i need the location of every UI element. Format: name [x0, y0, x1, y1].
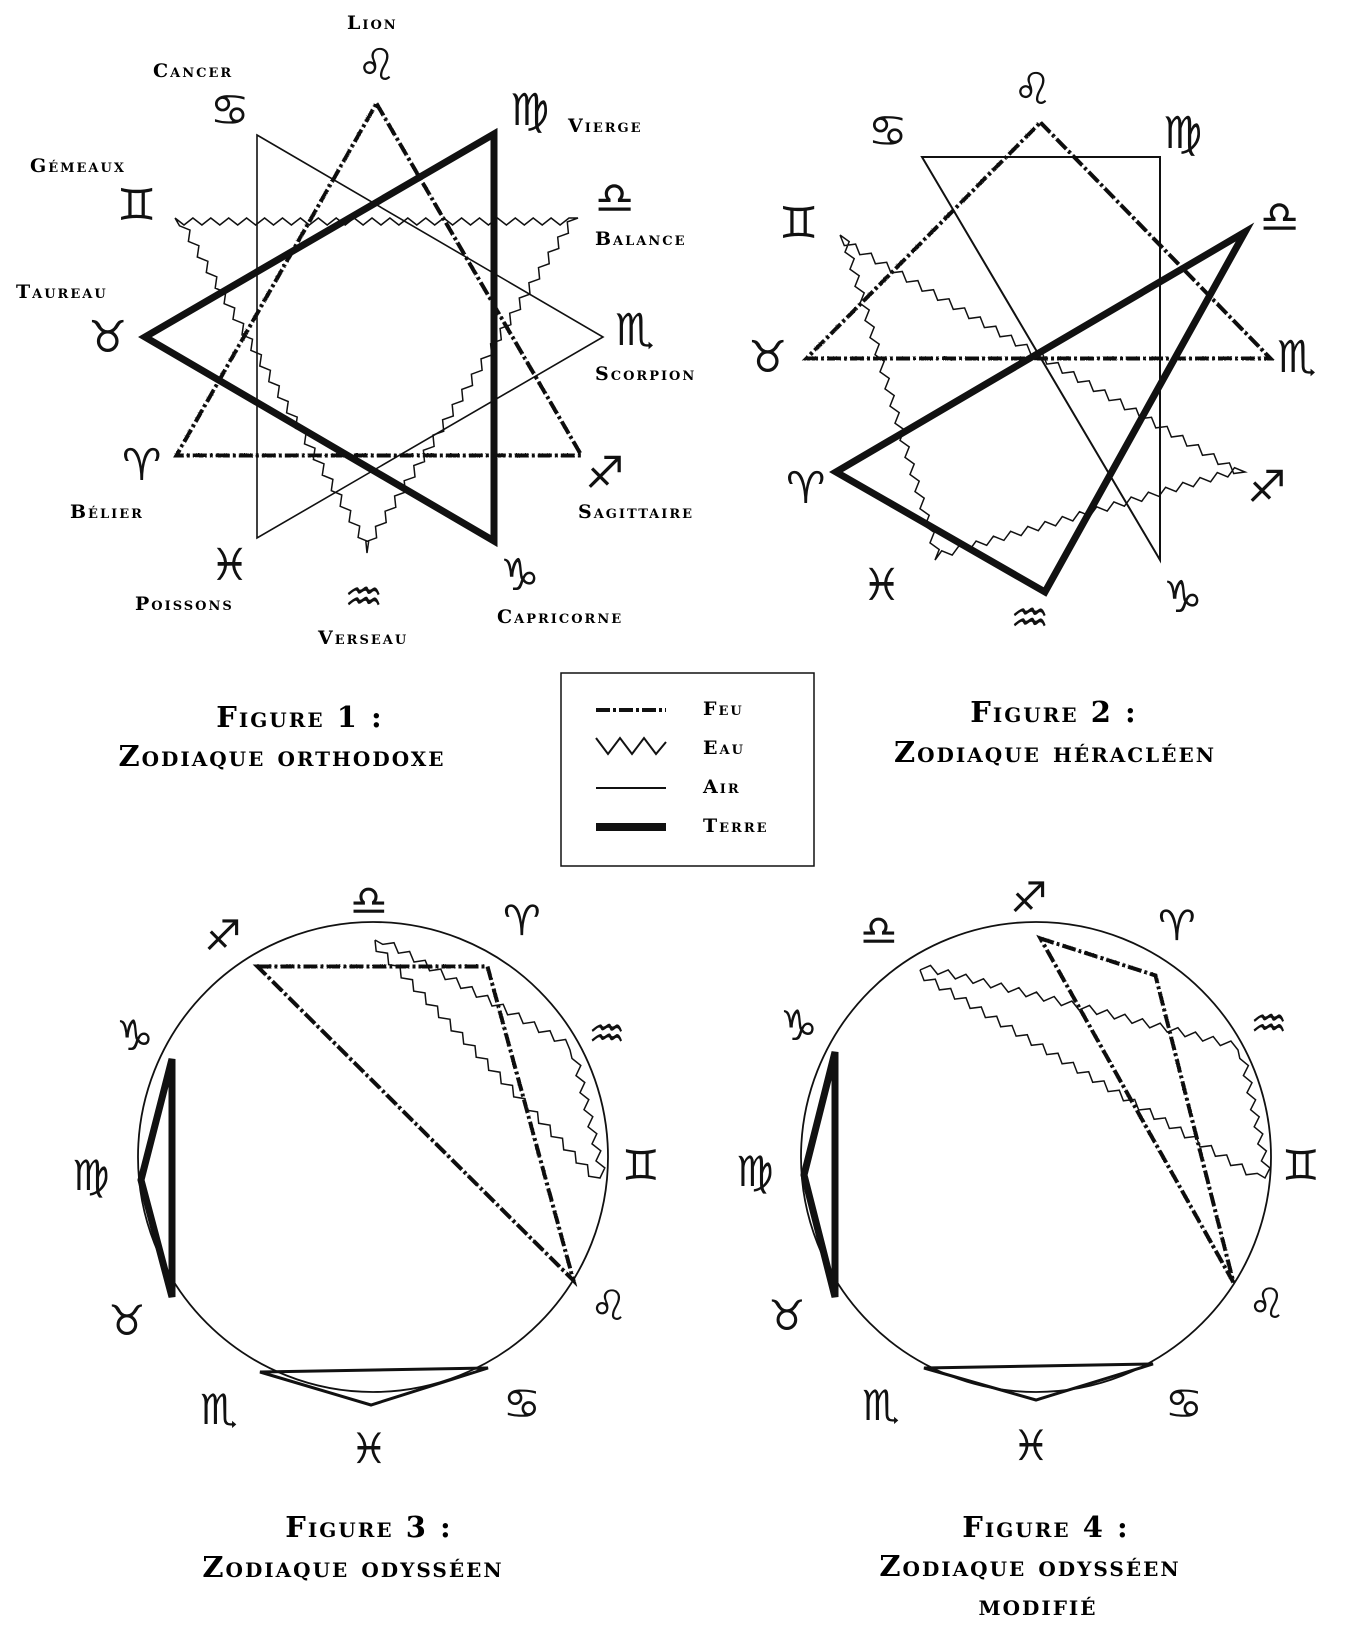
pisces-icon: ♓	[1012, 1421, 1050, 1470]
earth-triangle	[145, 134, 494, 541]
virgo-icon: ♍	[72, 1151, 110, 1200]
label-balance: Balance	[595, 228, 687, 250]
aquarius-icon: ♒	[344, 572, 384, 623]
figure-1-subtitle: Zodiaque orthodoxe	[118, 739, 446, 773]
label-capricorne: Capricorne	[497, 606, 624, 628]
cancer-icon: ♋	[210, 85, 250, 136]
figure-2-subtitle: Zodiaque héracléen	[893, 735, 1217, 769]
libra-icon: ♎	[860, 906, 898, 955]
libra-icon: ♎	[1260, 192, 1300, 243]
figure-1-title: Figure 1 :	[216, 700, 384, 734]
air-triangle	[260, 1368, 488, 1405]
taurus-icon: ♉	[748, 332, 788, 383]
legend-earth-label: Terre	[703, 815, 769, 837]
scorpio-icon: ♏	[862, 1381, 900, 1430]
aries-icon: ♈	[122, 440, 162, 491]
leo-icon: ♌	[357, 40, 397, 91]
capricorn-icon: ♑	[500, 550, 540, 601]
sagittarius-icon: ♐	[1247, 462, 1287, 513]
label-poissons: Poissons	[135, 593, 234, 615]
aries-icon: ♈	[1158, 901, 1196, 950]
taurus-icon: ♉	[108, 1296, 146, 1345]
figure-1	[16, 12, 696, 773]
pisces-icon: ♓	[350, 1424, 388, 1473]
legend-box	[561, 673, 814, 866]
capricorn-icon: ♑	[1163, 572, 1203, 623]
scorpio-icon: ♏	[1277, 332, 1317, 383]
label-taureau: Taureau	[16, 281, 108, 303]
label-sagittaire: Sagittaire	[578, 501, 695, 523]
cancer-icon: ♋	[868, 106, 908, 157]
gemini-icon: ♊	[622, 1141, 660, 1190]
figure-3-title: Figure 3 :	[285, 1510, 453, 1544]
aquarius-icon: ♒	[1250, 999, 1288, 1048]
cancer-icon: ♋	[503, 1379, 541, 1428]
air-triangle	[257, 135, 603, 538]
legend-fire-label: Feu	[703, 698, 744, 720]
scorpio-icon: ♏	[200, 1385, 238, 1434]
figure-3-subtitle: Zodiaque odysséen	[202, 1550, 504, 1584]
pisces-icon: ♓	[210, 540, 250, 591]
figure-2-title: Figure 2 :	[970, 695, 1138, 729]
label-belier: Bélier	[70, 501, 144, 523]
taurus-icon: ♉	[88, 312, 128, 363]
taurus-icon: ♉	[768, 1291, 806, 1340]
label-vierge: Vierge	[568, 115, 643, 137]
fire-triangle	[176, 103, 581, 455]
aries-icon: ♈	[503, 896, 541, 945]
scorpio-icon: ♏	[615, 305, 655, 356]
figure-4	[736, 873, 1320, 1622]
air-triangle	[924, 1364, 1153, 1400]
sagittarius-icon: ♐	[585, 448, 625, 499]
leo-icon: ♌	[1248, 1279, 1286, 1328]
aquarius-icon: ♒	[1010, 593, 1050, 644]
virgo-icon: ♍	[510, 85, 550, 136]
libra-icon: ♎	[595, 173, 635, 224]
earth-triangle	[804, 1052, 835, 1297]
gemini-icon: ♊	[779, 198, 819, 249]
figure-4-title: Figure 4 :	[962, 1510, 1130, 1544]
capricorn-icon: ♑	[116, 1011, 154, 1060]
capricorn-icon: ♑	[780, 1001, 818, 1050]
legend-air-label: Air	[703, 776, 741, 798]
label-gemeaux: Gémeaux	[30, 155, 126, 177]
gemini-icon: ♊	[117, 180, 157, 231]
aries-icon: ♈	[786, 463, 826, 514]
legend	[561, 673, 814, 866]
pisces-icon: ♓	[862, 560, 902, 611]
label-verseau: Verseau	[318, 627, 409, 649]
label-cancer: Cancer	[153, 60, 234, 82]
water-triangle	[175, 218, 578, 553]
figure-3	[72, 876, 660, 1584]
fire-triangle	[1040, 938, 1233, 1282]
figure-4-subtitle-line2: modifié	[978, 1588, 1098, 1622]
figure-4-subtitle: Zodiaque odysséen	[879, 1549, 1181, 1583]
legend-water-label: Eau	[703, 737, 745, 759]
legend-water-swatch	[596, 738, 666, 754]
libra-icon: ♎	[350, 876, 388, 925]
sagittarius-icon: ♐	[1010, 873, 1048, 922]
figure-2	[748, 64, 1316, 769]
sagittarius-icon: ♐	[204, 911, 242, 960]
virgo-icon: ♍	[736, 1147, 774, 1196]
aquarius-icon: ♒	[588, 1009, 626, 1058]
gemini-icon: ♊	[1282, 1141, 1320, 1190]
water-triangle	[920, 965, 1270, 1178]
fire-triangle	[257, 966, 573, 1280]
label-scorpion: Scorpion	[595, 363, 697, 385]
label-lion: Lion	[347, 12, 398, 34]
leo-icon: ♌	[1013, 64, 1053, 115]
virgo-icon: ♍	[1163, 108, 1203, 159]
cancer-icon: ♋	[1165, 1379, 1203, 1428]
leo-icon: ♌	[590, 1281, 628, 1330]
